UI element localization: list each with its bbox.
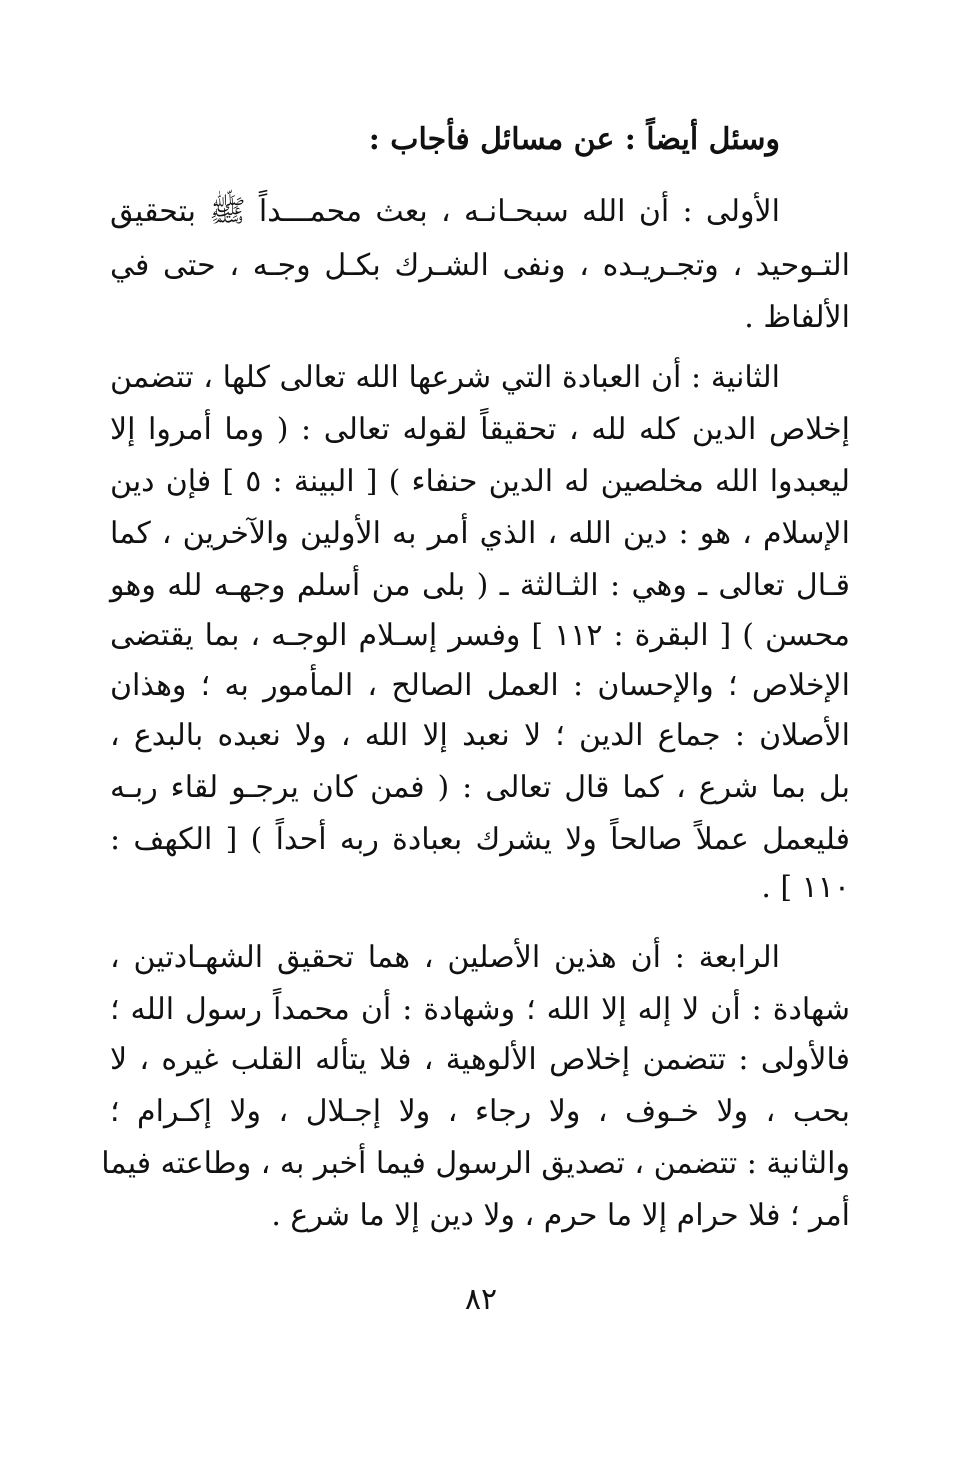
paragraph-2-line-4: الإسلام ، هو : دين الله ، الذي أمر به الأولين والآخرين ، كما xyxy=(110,516,850,551)
paragraph-2-line-9: بل بما شرع ، كما قال تعالى : ( فمن كان يرجـو لقاء ربـه xyxy=(110,770,850,805)
paragraph-2-line-5: قـال تعالى ـ وهي : الثـالثة ـ ( بلى من أسلم وجهـه لله وهو xyxy=(110,568,850,603)
section-heading: وسئل أيضاً : عن مسائل فأجاب : xyxy=(368,122,780,157)
paragraph-3-line-1: الرابعة : أن هذين الأصلين ، هما تحقيق الشهـادتين ، xyxy=(110,940,780,975)
paragraph-1-line-2: التـوحيد ، وتجـريـده ، ونفى الشـرك بكـل وجـه ، حتى في xyxy=(110,248,850,283)
paragraph-2-line-6: محسن ) [ البقرة : ١١٢ ] وفسر إسـلام الوجـه ، بما يقتضى xyxy=(110,618,850,653)
paragraph-3-line-2: شهادة : أن لا إله إلا الله ؛ وشهادة : أن محمداً رسول الله ؛ xyxy=(110,992,850,1027)
paragraph-2-line-2: إخلاص الدين كله لله ، تحقيقاً لقوله تعالى : ( وما أمروا إلا xyxy=(110,412,850,447)
paragraph-2-line-7: الإخلاص ؛ والإحسان : العمل الصالح ، المأمور به ؛ وهذان xyxy=(110,668,850,703)
paragraph-2-line-1: الثانية : أن العبادة التي شرعها الله تعالى كلها ، تتضمن xyxy=(110,360,780,395)
paragraph-3-line-6: أمر ؛ فلا حرام إلا ما حرم ، ولا دين إلا ما شرع . xyxy=(271,1198,850,1233)
paragraph-3-line-3: فالأولى : تتضمن إخلاص الألوهية ، فلا يتأله القلب غيره ، لا xyxy=(110,1042,850,1077)
page-number: ٨٢ xyxy=(464,1282,498,1317)
paragraph-1-line-1: الأولى : أن الله سبحـانـه ، بعث محمـــداً ﷺ بتحقيق xyxy=(110,194,780,229)
paragraph-3-line-4: بحب ، ولا خـوف ، ولا رجاء ، ولا إجـلال ، ولا إكـرام ؛ xyxy=(110,1094,850,1129)
paragraph-2-line-8: الأصلان : جماع الدين ؛ لا نعبد إلا الله ، ولا نعبده بالبدع ، xyxy=(110,718,850,753)
paragraph-2-line-3: ليعبدوا الله مخلصين له الدين حنفاء ) [ البينة : ٥ ] فإن دين xyxy=(110,464,850,499)
paragraph-2-line-10: فليعمل عملاً صالحاً ولا يشرك بعبادة ربه أحداً ) [ الكهف : xyxy=(110,822,850,857)
paragraph-3-line-5: والثانية : تتضمن ، تصديق الرسول فيما أخبر به ، وطاعته فيما xyxy=(101,1146,850,1181)
paragraph-1-line-3: الألفاظ . xyxy=(744,300,850,335)
paragraph-2-line-11: ١١٠ ] . xyxy=(761,870,850,905)
